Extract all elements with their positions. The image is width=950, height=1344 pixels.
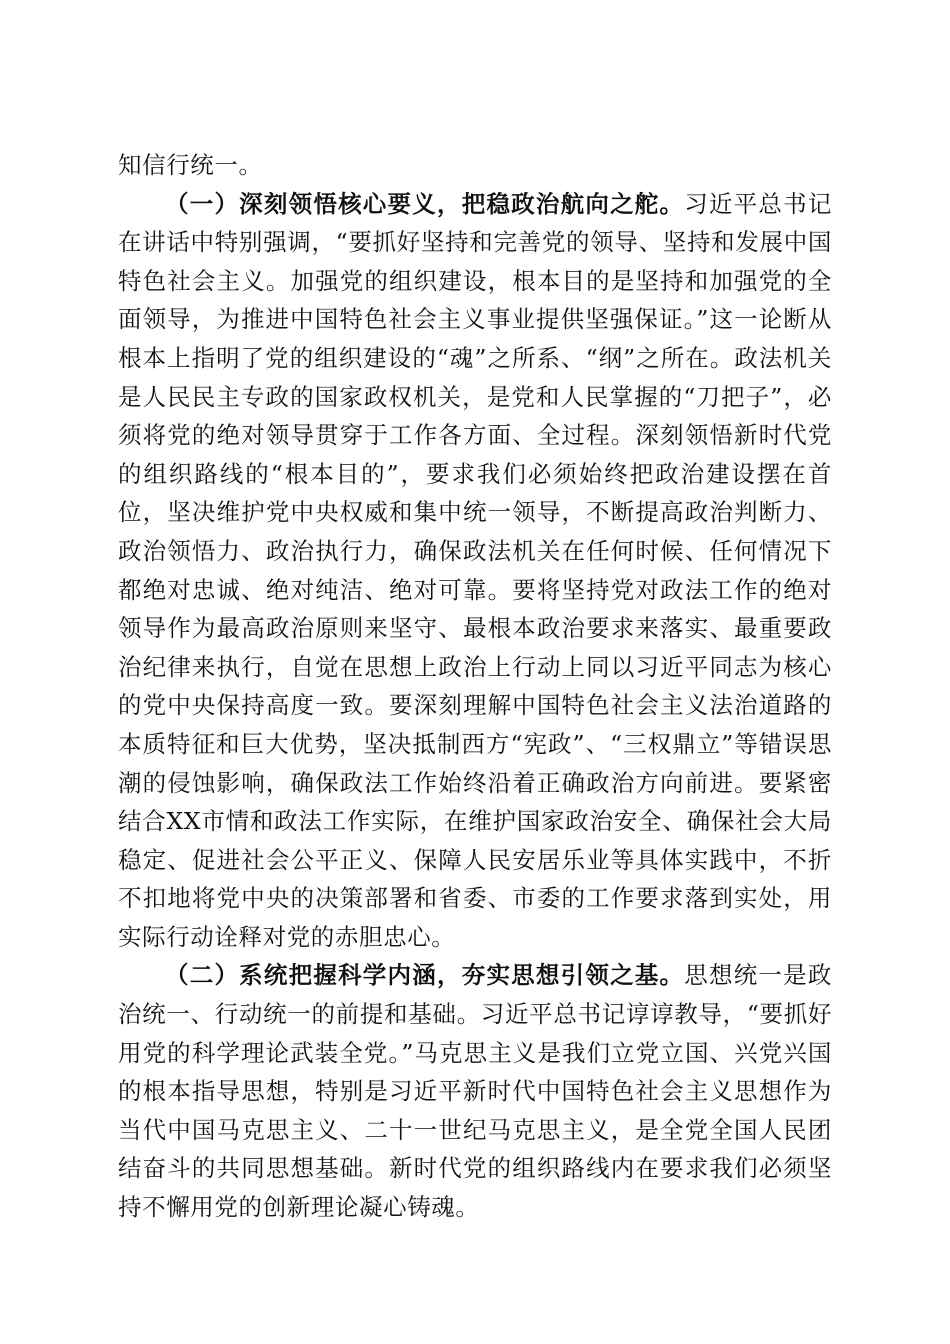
section-heading: （二）系统把握科学内涵，夯实思想引领之基。 xyxy=(165,961,685,990)
document-body xyxy=(118,146,832,1227)
paragraph-text: 思想统一是政治统一、行动统一的前提和基础。习近平总书记谆谆教导，“要抓好用党的科学理论武装全党。”马克思主义是我们立党立国、兴党兴国的根本指导思想，特别是习近平新时代中国特色社会主义思想作为当代中国马克思主义、二十一世纪马克思主义，是全党全国人民团结奋斗的共同思想基础。新时代党的组织路线内在要求我们必须坚持不懈用党的创新理论凝心铸魂。 xyxy=(118,961,832,1222)
paragraph-continuation xyxy=(118,146,832,185)
paragraph-text: 知信行统一。 xyxy=(118,151,263,179)
paragraph-text: 习近平总书记在讲话中特别强调，“要抓好坚持和完善党的领导、坚持和发展中国特色社会主义。加强党的组织建设，根本目的是坚持和加强党的全面领导，为推进中国特色社会主义事业提供坚强保证。”这一论断从根本上指明了党的组织建设的“魂”之所系、“纲”之所在。政法机关是人民民主专政的国家政权机关，是党和人民掌握的“刀把子”，必须将党的绝对领导贯穿于工作各方面、全过程。深刻领悟新时代党的组织路线的“根本目的”，要求我们必须始终把政治建设摆在首位，坚决维护党中央权威和集中统一领导，不断提高政治判断力、政治领悟力、政治执行力，确保政法机关在任何时候、任何情况下都绝对忠诚、绝对纯洁、绝对可靠。要将坚持党对政法工作的绝对领导作为最高政治原则来坚守、最根本政治要求来落实、最重要政治纪律来执行，自觉在思想上政治上行动上同以习近平同志为核心的党中央保持高度一致。要深刻理解中国特色社会主义法治道路的本质特征和巨大优势，坚决抵制西方“宪政”、“三权鼎立”等错误思潮的侵蚀影响，确保政法工作始终沿着正确政治方向前进。要紧密结合XX市情和政法工作实际，在维护国家政治安全、确保社会大局稳定、促进社会公平正义、保障人民安居乐业等具体实践中，不折不扣地将党中央的决策部署和省委、市委的工作要求落到实处，用实际行动诠释对党的赤胆忠心。 xyxy=(118,189,832,951)
paragraph-section-1 xyxy=(118,185,832,957)
section-heading: （一）深刻领悟核心要义，把稳政治航向之舵。 xyxy=(165,189,685,218)
paragraph-section-2 xyxy=(118,956,832,1226)
